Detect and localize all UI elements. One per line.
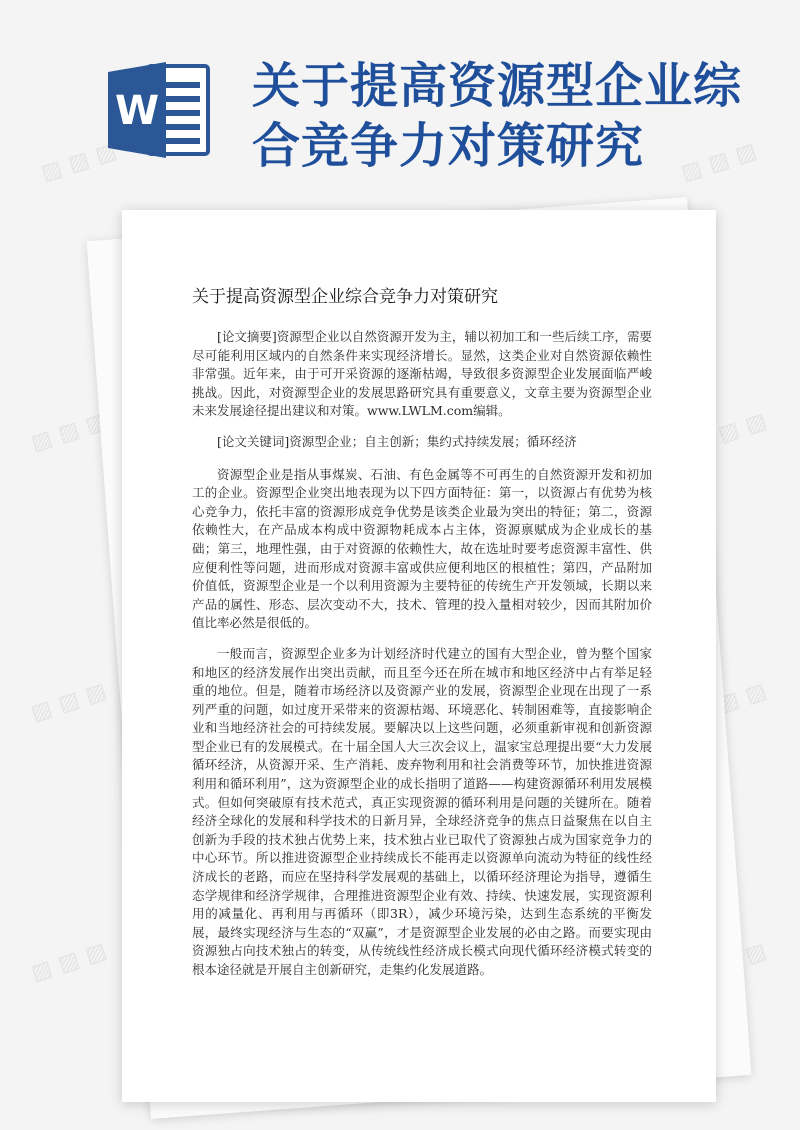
watermark: ▨ ▨ ▨ <box>28 408 110 457</box>
document-page <box>122 210 716 1102</box>
keywords-paragraph: [论文关键词]资源型企业；自主创新；集约式持续发展；循环经济 <box>217 433 577 449</box>
document-body <box>192 328 652 992</box>
watermark: ▨ ▨ ▨ <box>28 678 110 727</box>
body-paragraph: 一般而言，资源型企业多为计划经济时代建立的国有大型企业，曾为整个国家和地区的经济发展作出突出贡献，而且至今还在所在城市和地区经济中占有举足轻重的地位。但是，随着市场经济以及资源产业的发展，资源型企业现在出现了一系列严重的问题，如过度开采带来的资源枯竭、环境恶化、转制困难等，直接影响企业和当地经济社会的可持续发展。要解决以上这些问题，必须重新审视和创新资源型企业已有的发展模式。在十届全国人大三次会议上，温家宝总理提出要“大力发展循环经济，从资源开采、生产消耗、废弃物利用和社会消费等环节，加快推进资源利用和循环利用”，这为资源型企业的成长指明了道路——构建资源循环利用发展模式。但如何突破原有技术范式，真正实现资源的循环利用是问题的关键所在。随着经济全球化的发展和科学技术的日新月异，全球经济竞争的焦点日益聚焦在以自主创新为手段的技术独占优势上来，技术独占业已取代了资源独占成为国家竞争力的中心环节。所以推进资源型企业持续成长不能再走以资源单向流动为特征的线性经济成长的老路，而应在坚持科学发展观的基础上，以循环经济理论为指导，遵循生态学规律和经济学规律，合理推进资源型企业有效、持续、快速发展，实现资源利用的减量化、再利用与再循环（即3R），减少环境污染，达到生态系统的平衡发展，最终实现经济与生态的“双赢”，才是资源型企业发展的必由之路。而要实现由资源独占向技术独占的转变，从传统线性经济成长模式向现代循环经济模式转变的根本途径就是开展自主创新研究，走集约化发展道路。 <box>192 645 652 977</box>
watermark: ▨ <box>742 938 770 969</box>
watermark: ▨ ▨ ▨ <box>678 138 760 187</box>
watermark: ▨ ▨ ▨ <box>688 408 770 457</box>
word-document-icon <box>108 60 212 160</box>
abstract-paragraph: [论文摘要]资源型企业以自然资源开发为主，辅以初加工和一些后续工序，需要尽可能利用区域内的自然条件来实现经济增长。显然，这类企业对自然资源依赖性非常强。近年来，由于可开采资源的逐渐枯竭，导致很多资源型企业发展面临严峻挑战。因此，对资源型企业的发展思路研究具有重要意义，文章主要为资源型企业未来发展途径提出建议和对策。www.LWLM.com编辑。 <box>192 329 652 419</box>
watermark: ▨ ▨ ▨ <box>688 678 770 727</box>
watermark: ▨ ▨ ▨ <box>28 938 110 987</box>
word-icon-letter: W <box>114 88 160 134</box>
watermark: ▨ ▨ ▨ <box>38 138 120 187</box>
page-title: 关于提高资源型企业综合竞争力对策研究 <box>252 58 743 174</box>
body-paragraph: 资源型企业是指从事煤炭、石油、有色金属等不可再生的自然资源开发和初加工的企业。资源型企业突出地表现为以下四方面特征：第一，以资源占有优势为核心竞争力，依托丰富的资源形成竞争优势是该类企业最为突出的特征；第二，资源依赖性大，在产品成本构成中资源物耗成本占主体，资源禀赋成为企业成长的基础；第三，地理性强，由于对资源的依赖性大，故在选址时要考虑资源丰富性、供应便利性等问题，进而形成对资源丰富或供应便利地区的根植性；第四，产品附加价值低，资源型企业是一个以利用资源为主要特征的传统生产开发领域，长期以来产品的属性、形态、层次变动不大，技术、管理的投入量相对较少，因而其附加价值比率必然是很低的。 <box>192 466 652 631</box>
document-title: 关于提高资源型企业综合竞争力对策研究 <box>192 287 498 307</box>
